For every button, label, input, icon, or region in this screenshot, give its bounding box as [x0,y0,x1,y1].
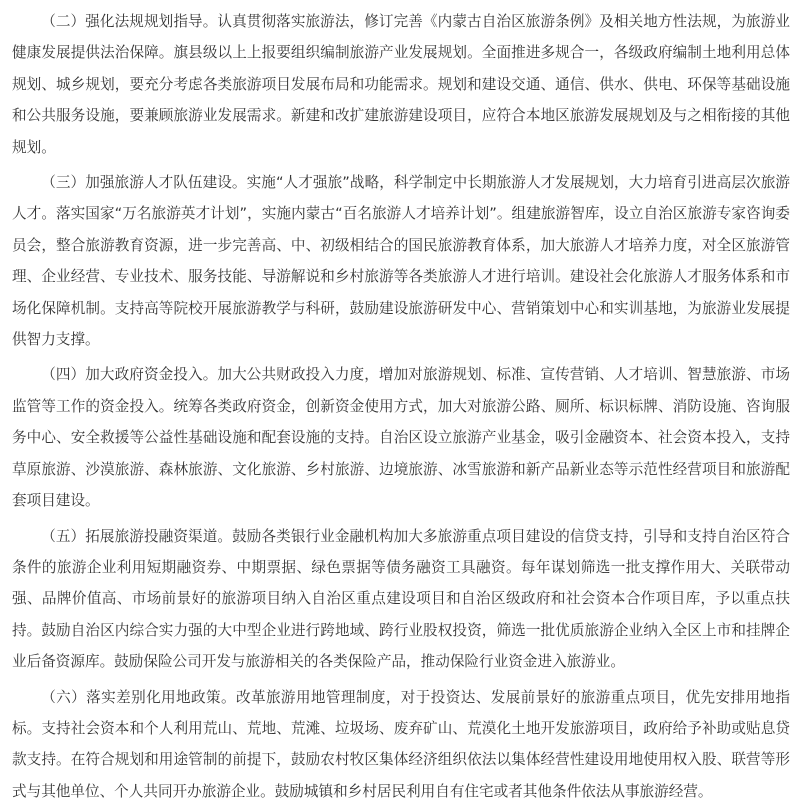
paragraph-talent-building: （三）加强旅游人才队伍建设。实施“人才强旅”战略，科学制定中长期旅游人才发展规划，大力培育引进高层次旅游人才。落实国家“万名旅游英才计划”，实施内蒙古“百名旅游人才培养计划”。组建旅游智库，设立自治区旅游专家咨询委员会，整合旅游教育资源，进一步完善高、中、初级相结合的国民旅游教育体系，加大旅游人才培养力度，对全区旅游管理、企业经营、专业技术、服务技能、导游解说和乡村旅游等各类旅游人才进行培训。建设社会化旅游人才服务体系和市场化保障机制。支持高等院校开展旅游教学与科研，鼓励建设旅游研发中心、营销策划中心和实训基地，为旅游业发展提供智力支撑。 [12,174,790,349]
paragraph-land-use-policy: （六）落实差别化用地政策。改革旅游用地管理制度，对于投资达、发展前景好的旅游重点项目，优先安排用地指标。支持社会资本和个人利用荒山、荒地、荒滩、垃圾场、废弃矿山、荒漠化土地开发旅游项目，政府给予补助或贴息贷款支持。在符合规划和用途管制的前提下，鼓励农村牧区集体经济组织依法以集体经营性建设用地使用权入股、联营等形式与其他单位、个人共同开办旅游企业。鼓励城镇和乡村居民利用自有住宅或者其他条件依法从事旅游经营。 [12,688,790,800]
paragraph-regulation-planning: （二）强化法规规划指导。认真贯彻落实旅游法，修订完善《内蒙古自治区旅游条例》及相关地方性法规，为旅游业健康发展提供法治保障。旗县级以上上报要组织编制旅游产业发展规划。全面推进多规合一，各级政府编制土地利用总体规划、城乡规划，要充分考虑各类旅游项目发展布局和功能需求。规划和建设交通、通信、供水、供电、环保等基础设施和公共服务设施，要兼顾旅游业发展需求。新建和改扩建旅游建设项目，应符合本地区旅游发展规划及与之相衔接的其他规划。 [12,13,790,156]
paragraph-government-funding: （四）加大政府资金投入。加大公共财政投入力度，增加对旅游规划、标准、宣传营销、人才培训、智慧旅游、市场监管等工作的资金投入。统筹各类政府资金，创新资金使用方式，加大对旅游公路、厕所、标识标牌、消防设施、咨询服务中心、安全救援等公益性基础设施和配套设施的支持。自治区设立旅游产业基金，吸引金融资本、社会资本投入，支持草原旅游、沙漠旅游、森林旅游、文化旅游、乡村旅游、边境旅游、冰雪旅游和新产品新业态等示范性经营项目和旅游配套项目建设。 [12,366,790,510]
paragraph-investment-financing: （五）拓展旅游投融资渠道。鼓励各类银行业金融机构加大多旅游重点项目建设的信贷支持，引导和支持自治区符合条件的旅游企业利用短期融资券、中期票据、绿色票据等债务融资工具融资。每年谋划筛选一批支撑作用大、关联带动强、品牌价值高、市场前景好的旅游项目纳入自治区重点建设项目和自治区级政府和社会资本合作项目库，予以重点扶持。鼓励自治区内综合实力强的大中型企业进行跨地域、跨行业股权投资，筛选一批优质旅游企业纳入全区上市和挂牌企业后备资源库。鼓励保险公司开发与旅游相关的各类保险产品，推动保险行业资金进入旅游业。 [12,527,790,671]
